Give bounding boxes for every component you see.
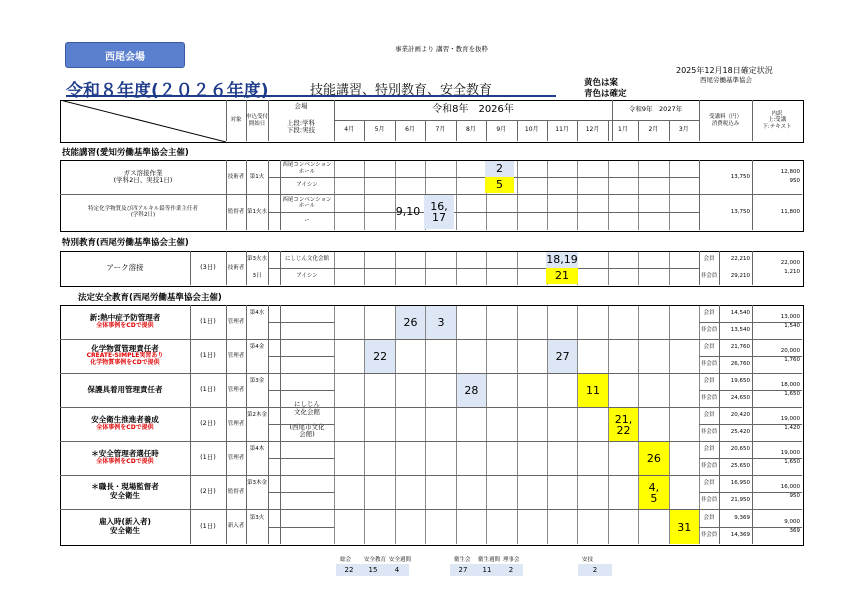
section-tokubetsu: 特別教育(西尾労働基準協会主催) [62,238,189,248]
row-chem-sub2: 化学物質事例をCDで提供 [90,359,160,367]
row-appoint-bd2: 1,650 [784,459,800,466]
row-ppe-fee2: 24,650 [730,395,750,402]
month-10: 1月 [618,126,628,134]
row-appoint-bd1: 19,000 [780,450,800,457]
row-kagaku-bd1: 11,800 [780,208,800,215]
th-breakdown: 内訳 上:受講 下:テキスト [762,111,792,130]
row-arc-bd2: 1,210 [784,269,800,276]
row-gas-sched-lower: 5 [485,177,514,193]
row-foreman-sched: 4, 5 [639,476,668,509]
row-appoint [60,441,190,475]
row-chem-duration: (1日) [200,351,216,360]
month-3: 6月 [405,126,415,134]
row-appoint-sub: 全体事例をCDで提供 [96,457,154,465]
summary-label-1: 安全教育 [364,557,387,563]
row-safety-fee2: 25,420 [730,429,750,436]
row-gas-sched-upper: 2 [485,161,514,177]
row-appoint-fee-lbl2: 非会員 [700,463,718,470]
month-1: 4月 [344,126,355,134]
th-period: 申込受付 開始日 [246,114,269,127]
row-chem-fee1: 21,760 [730,344,750,351]
row-heat-duration: (1日) [200,317,216,326]
row-newhire-fee1: 9,369 [734,514,750,521]
summary-value-3: 27 [450,564,476,576]
row-chem-fee-lbl2: 非会員 [700,361,718,368]
row-kagaku-target: 監督者 [227,208,245,215]
row-safety-name: 安全衛生推進者養成 [91,415,159,425]
row-ppe-target: 管理者 [227,386,245,393]
row-ppe-fee-lbl2: 非会員 [700,395,718,402]
row-ppe-days: 第3金 [249,378,265,385]
row-foreman-fee-lbl1: 会員 [703,480,715,487]
month-6: 9月 [496,126,507,134]
shared-venue: にしじん 文化会館 (西尾市文化 会館) [289,400,325,439]
org-name: 西尾労働基準協会 [700,76,752,84]
row-newhire-bd2: 369 [789,527,800,534]
row-gas-days: 第1火 [249,173,265,180]
row-chem [60,339,190,373]
month-12: 3月 [678,126,689,134]
header-diagonal [60,100,226,142]
row-foreman-fee2: 21,950 [730,497,750,504]
summary-label-0: 総会 [340,557,352,563]
row-chem-target: 管理者 [227,352,245,359]
row-heat-sub: 全体事例をCDで提供 [96,321,154,329]
row-safety-fee-lbl2: 非会員 [700,429,718,436]
row-gas-bd2: 950 [789,178,800,185]
month-11: 2月 [648,126,659,134]
row-chem-fee-lbl1: 会員 [703,344,715,351]
row-safety [60,407,190,441]
page-title: 令和８年度(２０２６年度) [66,81,269,101]
status-date: 2025年12月18日確定状況 [676,66,773,75]
month-7: 10月 [524,126,539,134]
row-safety-fee1: 20,420 [730,412,750,419]
row-arc-fee2: 29,210 [730,273,750,280]
row-half-divider [268,492,334,493]
month-9: 12月 [585,126,600,134]
row-newhire-fee-lbl2: 非会員 [700,532,718,539]
row-foreman-days: 第3木金 [247,480,267,487]
summary-value-6: 2 [578,564,612,576]
row-newhire-fee-lbl1: 会員 [703,514,715,521]
month-2: 5月 [374,126,385,134]
row-foreman [60,475,190,509]
row-chem-sub1: CREATE-SIMPLE実習あり [86,352,164,360]
row-newhire [60,509,190,544]
row-gas-bd1: 12,800 [780,169,800,176]
row-arc-duration: (3日) [200,263,216,272]
row-kagaku-sched: 9,10 [395,204,421,218]
summary-label-3: 衛生会 [454,557,471,563]
row-ppe-duration: (1日) [200,385,216,394]
summary-label-2: 安全週間 [389,557,412,563]
row-chem-sched1: 22 [365,340,394,373]
row-ppe-fee1: 19,650 [730,378,750,385]
row-heat-target: 管理者 [227,318,245,325]
month-5: 8月 [465,126,476,134]
row-arc-bd1: 22,000 [780,260,800,267]
source-note: 事業計画より 講習・教育を抜粋 [395,45,489,53]
row-appoint-days: 第4木 [249,446,265,453]
th-target: 対象 [230,117,242,124]
row-safety-duration: (2日) [200,419,216,428]
row-safety-sched: 21, 22 [609,408,638,441]
row-heat-bd1: 13,000 [780,314,800,321]
row-newhire-days: 第3火 [249,514,265,521]
row-foreman-duration: (2日) [200,487,216,496]
row-safety-bd1: 19,000 [780,416,800,423]
row-appoint-fee1: 20,650 [730,446,750,453]
row-foreman-target: 監督者 [227,488,245,495]
row-foreman-name: ＊職長・現場監督者 安全衛生 [91,482,159,500]
th-venue: 会場 [294,102,308,111]
row-newhire-duration: (1日) [200,521,216,530]
summary-value-5: 2 [499,564,523,576]
row-heat-fee1: 14,540 [730,310,750,317]
row-chem-bd2: 1,760 [784,357,800,364]
row-gas-name: ガス溶接作業 (学科2日、実技1日) [113,168,173,184]
row-appoint-name: ＊安全管理者選任時 [91,449,159,459]
row-arc-sched-upper: 18,19 [546,252,578,268]
row-kagaku-name: 特定化学物質及び四アルキル鉛等作業主任者 (学科2日) [88,205,198,218]
row-chem-sched2: 27 [548,340,577,373]
row-ppe-sched1: 28 [457,374,486,407]
row-arc-days1: 第3火水 [247,256,267,263]
row-foreman-bd2: 950 [789,493,800,500]
row-arc-target: 技術者 [227,264,245,271]
row-arc-days2: 3日 [252,273,262,280]
row-chem-days: 第4金 [249,344,265,351]
row-heat-sched1: 26 [396,306,425,339]
row-heat-days: 第4水 [249,310,265,317]
row-safety-days: 第2木金 [247,412,267,419]
row-appoint-fee2: 25,650 [730,463,750,470]
venue-badge: 西尾会場 [65,42,185,68]
row-foreman-fee1: 16,950 [730,480,750,487]
row-heat-fee2: 13,540 [730,327,750,334]
legend-blue: 青色は確定 [584,89,627,99]
row-appoint-target: 管理者 [227,454,245,461]
title-underline [66,95,556,97]
row-kagaku-sched2: 16, 17 [424,195,454,229]
row-kagaku-venue2: ー [304,217,310,224]
row-half-divider [268,322,334,323]
row-arc-name: アーク溶接 [106,262,144,272]
th-upper-lower: 上段:学科 下段:実技 [286,118,316,134]
summary-value-4: 11 [474,564,500,576]
row-ppe [60,373,190,407]
row-heat [60,305,190,339]
row-heat-name: 新:熱中症予防管理者 [89,313,161,323]
month-header-row [334,120,699,141]
row-appoint-fee-lbl1: 会員 [703,446,715,453]
row-half-divider [268,424,334,425]
row-heat-fee-lbl2: 非会員 [700,327,718,334]
row-appoint-duration: (1日) [200,453,216,462]
summary-value-1: 15 [360,564,386,576]
row-heat-sched2: 3 [426,306,455,339]
row-gas-fee: 13,750 [730,173,750,180]
row-half-divider [268,390,334,391]
legend-yellow: 黄色は案 [584,78,619,88]
row-gas-venue2: アイシン [296,182,318,189]
row-heat-fee-lbl1: 会員 [703,310,715,317]
summary-label-5: 理事会 [503,557,520,563]
row-appoint-sched: 26 [639,442,668,475]
row-newhire-fee2: 14,369 [730,532,750,539]
month-4: 7月 [435,126,446,134]
row-foreman-bd1: 16,000 [780,484,800,491]
summary-label-4: 衛生週間 [478,557,501,563]
section-hotei: 法定安全教育(西尾労働基準協会主催) [78,293,222,303]
th-fee: 受講料（円） 消費税込み [708,114,742,127]
row-heat-bd2: 1,540 [784,323,800,330]
row-ppe-name: 保護具着用管理責任者 [87,384,163,394]
row-gas-target: 技術者 [227,173,245,180]
row-ppe-fee-lbl1: 会員 [703,378,715,385]
row-chem-bd1: 20,000 [780,348,800,355]
row-newhire-name: 雇入時(新入者) 安全衛生 [99,516,151,535]
th-year-next: 令和9年 2027年 [628,105,683,114]
row-arc-sched-lower: 21 [546,268,578,284]
row-arc-venue1: にしじん文化会館 [284,256,329,263]
summary-label-6: 安技 [582,557,594,563]
row-half-divider [268,458,334,459]
th-year-main: 令和8年 2026年 [432,104,514,116]
row-safety-target: 管理者 [227,420,245,427]
month-8: 11月 [555,126,569,134]
row-arc-fee-lbl2: 非会員 [700,273,718,280]
row-arc-fee1: 22,210 [730,256,750,263]
row-gas-venue1: 西尾コンベンション ホール [282,162,332,175]
row-arc-fee-lbl1: 会員 [703,256,715,263]
section-ginou: 技能講習(愛知労働基準協会主催) [62,148,189,158]
summary-value-0: 22 [336,564,362,576]
row-foreman-fee-lbl2: 非会員 [700,497,718,504]
row-chem-name: 化学物質管理責任者 [91,343,159,353]
row-arc-venue2: アイシン [296,273,318,280]
row-kagaku-venue1: 西尾コンベンション ホール [282,196,332,209]
row-newhire-bd1: 9,000 [784,518,800,525]
row-half-divider [268,356,334,357]
row-newhire-target: 新入者 [227,523,245,530]
row-half-divider [268,527,334,528]
row-newhire-sched: 31 [670,510,699,544]
row-kagaku-days: 第1火水 [247,208,267,215]
row-chem-fee2: 26,760 [730,361,750,368]
row-kagaku-fee: 13,750 [730,208,750,215]
row-safety-fee-lbl1: 会員 [703,412,715,419]
row-ppe-bd2: 1,650 [784,391,800,398]
row-safety-sub: 全体事例をCDで提供 [96,423,154,431]
row-ppe-bd1: 18,000 [780,382,800,389]
row-ppe-sched2: 11 [578,374,607,407]
summary-value-2: 4 [385,564,409,576]
row-safety-bd2: 1,420 [784,425,800,432]
page-subtitle: 技能講習、特別教育、安全教育 [310,83,493,98]
